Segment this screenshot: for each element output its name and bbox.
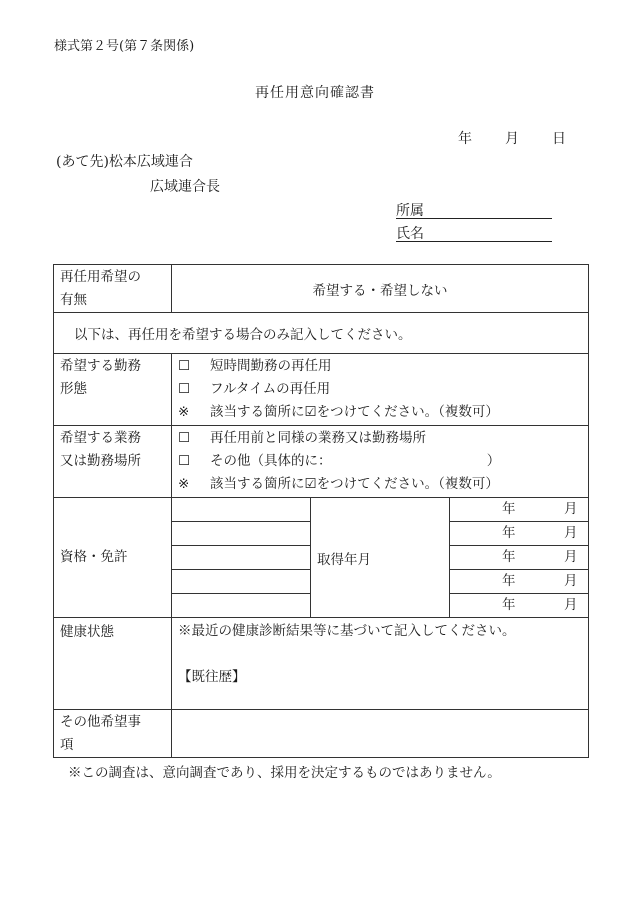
date-day-label: 日 <box>552 131 566 147</box>
work-form-options <box>172 354 589 426</box>
year-unit: 年 <box>502 573 516 589</box>
option-text: その他（具体的に： ） <box>210 453 501 469</box>
date-month-label: 月 <box>505 131 519 147</box>
instruction-text: 以下は、再任用を希望する場合のみ記入してください。 <box>54 313 589 354</box>
checkbox-icon[interactable]: ☐ <box>178 453 191 469</box>
month-unit: 月 <box>564 501 578 517</box>
license-name-field[interactable] <box>172 498 310 522</box>
other-label-line1: その他希望事 <box>60 713 141 730</box>
note-text: 該当する箇所に☑をつけてください。（複数可） <box>210 476 499 492</box>
month-unit: 月 <box>564 525 578 541</box>
addressee-title: 広域連合長 <box>150 179 220 195</box>
checkbox-icon[interactable]: ☐ <box>178 358 191 374</box>
other-field[interactable] <box>172 710 589 758</box>
note-mark: ※ <box>178 404 190 420</box>
duty-label-line2: 又は勤務場所 <box>60 453 141 469</box>
acquired-dates <box>450 498 589 618</box>
option-text: 短時間勤務の再任用 <box>210 358 332 374</box>
note-text: 該当する箇所に☑をつけてください。（複数可） <box>210 404 499 420</box>
date-year-label: 年 <box>458 131 472 147</box>
license-names <box>172 498 311 618</box>
year-unit: 年 <box>502 525 516 541</box>
year-unit: 年 <box>502 597 516 613</box>
reemploy-label-line1: 再任用希望の <box>60 268 141 285</box>
acquired-date-field[interactable] <box>450 498 588 521</box>
acquired-date-field[interactable] <box>450 570 588 593</box>
work-form-label <box>54 354 172 426</box>
health-note: ※最近の健康診断結果等に基づいて記入してください。 <box>178 623 516 639</box>
work-form-label-line2: 形態 <box>60 381 87 397</box>
duty-option[interactable] <box>172 427 588 450</box>
acquired-date-field[interactable] <box>450 594 588 617</box>
checkbox-icon[interactable]: ☐ <box>178 430 191 446</box>
duty-label <box>54 426 172 498</box>
license-label: 資格・免許 <box>54 498 172 618</box>
option-text: 再任用前と同様の業務又は勤務場所 <box>210 430 426 446</box>
document-title: 再任用意向確認書 <box>255 85 375 101</box>
duty-label-line1: 希望する業務 <box>60 430 141 446</box>
health-label: 健康状態 <box>54 618 172 710</box>
work-form-note <box>172 401 588 424</box>
footnote: ※この調査は、意向調査であり、採用を決定するものではありません。 <box>68 765 501 781</box>
reemploy-options[interactable]: 希望する・希望しない <box>172 265 589 313</box>
month-unit: 月 <box>564 597 578 613</box>
other-label-line2: 項 <box>60 736 74 753</box>
other-label <box>54 710 172 758</box>
work-form-label-line1: 希望する勤務 <box>60 358 141 374</box>
year-unit: 年 <box>502 501 516 517</box>
health-field[interactable] <box>172 618 589 710</box>
affiliation-label: 所属 <box>396 203 424 219</box>
month-unit: 月 <box>564 573 578 589</box>
name-label: 氏名 <box>396 226 424 242</box>
year-unit: 年 <box>502 549 516 565</box>
acquired-date-field[interactable] <box>450 522 588 545</box>
license-name-field[interactable] <box>172 522 310 546</box>
note-mark: ※ <box>178 476 190 492</box>
duty-options <box>172 426 589 498</box>
duty-option[interactable] <box>172 450 588 473</box>
name-field[interactable] <box>396 223 552 242</box>
license-name-field[interactable] <box>172 570 310 594</box>
reemploy-label <box>54 265 172 313</box>
duty-note <box>172 473 588 496</box>
addressee: (あて先)松本広域連合 <box>56 154 193 170</box>
license-name-field[interactable] <box>172 546 310 570</box>
work-form-option[interactable] <box>172 355 588 378</box>
work-form-option[interactable] <box>172 378 588 401</box>
license-name-field[interactable] <box>172 594 310 618</box>
form-table <box>53 264 589 758</box>
checkbox-icon[interactable]: ☐ <box>178 381 191 397</box>
option-text: フルタイムの再任用 <box>210 381 331 397</box>
affiliation-field[interactable] <box>396 200 552 219</box>
form-number: 様式第２号(第７条関係) <box>54 39 195 54</box>
month-unit: 月 <box>564 549 578 565</box>
medical-history-label: 【既往歴】 <box>178 669 246 685</box>
reemploy-label-line2: 有無 <box>60 291 87 308</box>
acquired-label: 取得年月 <box>311 498 450 618</box>
acquired-date-field[interactable] <box>450 546 588 569</box>
